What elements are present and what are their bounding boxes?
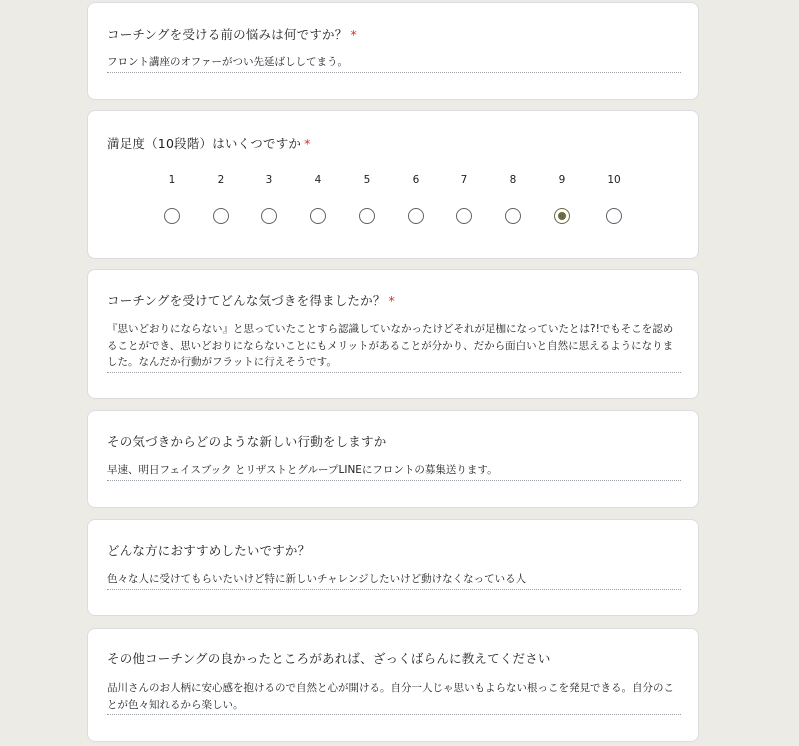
scale-label-10: 10 <box>607 174 621 186</box>
scale-radio-6[interactable] <box>408 208 424 224</box>
question-title: コーチングを受けてどんな気づきを得ましたか？ * <box>107 293 395 308</box>
answer-text: フロント講座のオファーがつい先延ばししてまう。 <box>107 54 681 73</box>
question-card-4 <box>87 410 699 508</box>
question-title: どんな方におすすめしたいですか？ <box>107 543 311 558</box>
answer-text: 『思いどおりにならない』と思っていたことすら認識していなかったけどそれが足枷になっていたとは?!でもそこを認めることができ、思いどおりにならないことにもメリットがあることが分かり、だから面白いと自然に思えるようになりました。なんだか行動がフラットに行えそうです。 <box>107 321 681 373</box>
scale-radio-4[interactable] <box>310 208 326 224</box>
scale-radio-10[interactable] <box>606 208 622 224</box>
scale-label-2: 2 <box>217 174 225 186</box>
question-card-2 <box>87 110 699 259</box>
scale-label-1: 1 <box>168 174 176 186</box>
scale-label-7: 7 <box>460 174 468 186</box>
question-card-5 <box>87 519 699 616</box>
scale-label-3: 3 <box>265 174 273 186</box>
answer-text: 色々な人に受けてもらいたいけど特に新しいチャレンジしたいけど動けなくなっている人 <box>107 571 681 590</box>
scale-radio-2[interactable] <box>213 208 229 224</box>
scale-radio-3[interactable] <box>261 208 277 224</box>
question-title: その気づきからどのような新しい行動をしますか <box>107 434 387 449</box>
question-card-6 <box>87 628 699 742</box>
scale-radio-1[interactable] <box>164 208 180 224</box>
scale-label-8: 8 <box>509 174 517 186</box>
required-asterisk: * <box>350 27 357 42</box>
scale-radio-9[interactable] <box>554 208 570 224</box>
required-asterisk: * <box>388 293 395 308</box>
answer-text: 品川さんのお人柄に安心感を抱けるので自然と心が開ける。自分一人じゃ思いもよらない根っこを発見できる。自分のことが色々知れるから楽しい。 <box>107 680 681 715</box>
question-card-3 <box>87 269 699 399</box>
scale-radio-5[interactable] <box>359 208 375 224</box>
answer-text: 早速、明日フェイスブック とリザストとグループLINEにフロントの募集送ります。 <box>107 462 681 481</box>
scale-label-9: 9 <box>558 174 566 186</box>
question-title: コーチングを受ける前の悩みは何ですか？ * <box>107 27 357 42</box>
question-title: 満足度（10段階）はいくつですか * <box>107 136 311 151</box>
scale-label-4: 4 <box>314 174 322 186</box>
scale-radio-8[interactable] <box>505 208 521 224</box>
scale-label-5: 5 <box>363 174 371 186</box>
question-title: その他コーチングの良かったところがあれば、ざっくばらんに教えてください <box>107 651 551 666</box>
scale-label-6: 6 <box>412 174 420 186</box>
required-asterisk: * <box>304 136 311 151</box>
question-card-1 <box>87 2 699 100</box>
scale-radio-7[interactable] <box>456 208 472 224</box>
